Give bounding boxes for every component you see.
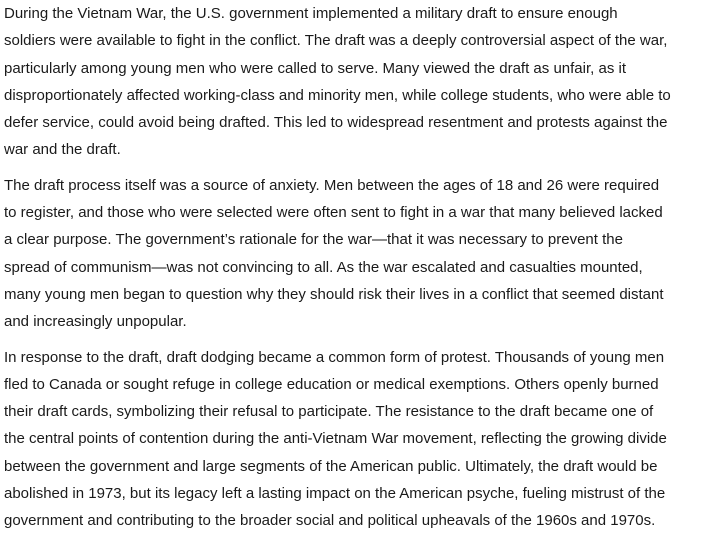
text-line: to register, and those who were selected were often sent to fight in a war that many believed lacked <box>4 204 663 222</box>
text-line: particularly among young men who were called to serve. Many viewed the draft as unfair, as it <box>4 59 626 77</box>
text-line: war and the draft. <box>4 141 121 159</box>
text-line: defer service, could avoid being drafted. This led to widespread resentment and protests against the <box>4 114 668 132</box>
text-line: their draft cards, symbolizing their refusal to participate. The resistance to the draft became one of <box>4 403 654 421</box>
text-line: fled to Canada or sought refuge in college education or medical exemptions. Others openly burned <box>4 375 659 393</box>
paragraph-1 <box>4 0 702 164</box>
text-line: disproportionately affected working-class and minority men, while college students, who were able to <box>4 86 671 104</box>
text-line: abolished in 1973, but its legacy left a lasting impact on the American psyche, fueling mistrust of the <box>4 485 666 503</box>
text-line: spread of communism—was not convincing to all. As the war escalated and casualties mounted, <box>4 258 643 276</box>
text-line: a clear purpose. The government’s rationale for the war—that it was necessary to prevent the <box>4 231 623 249</box>
text-line: many young men began to question why they should risk their lives in a conflict that seemed distant <box>4 285 664 303</box>
text-line: During the Vietnam War, the U.S. government implemented a military draft to ensure enough <box>4 5 618 22</box>
text-line: the central points of contention during the anti-Vietnam War movement, reflecting the growing divide <box>4 430 667 448</box>
text-line: between the government and large segments of the American public. Ultimately, the draft would be <box>4 457 658 475</box>
paragraph-3 <box>4 344 702 535</box>
text-line: soldiers were available to fight in the conflict. The draft was a deeply controversial aspect of the war, <box>4 32 668 50</box>
text-line: In response to the draft, draft dodging became a common form of protest. Thousands of young men <box>4 348 665 366</box>
text-line: and increasingly unpopular. <box>4 313 187 331</box>
text-line: The draft process itself was a source of anxiety. Men between the ages of 18 and 26 were required <box>4 176 660 194</box>
paragraph-2 <box>4 172 702 336</box>
text-line: government and contributing to the broader social and political upheavals of the 1960s and 1970s. <box>4 512 656 530</box>
